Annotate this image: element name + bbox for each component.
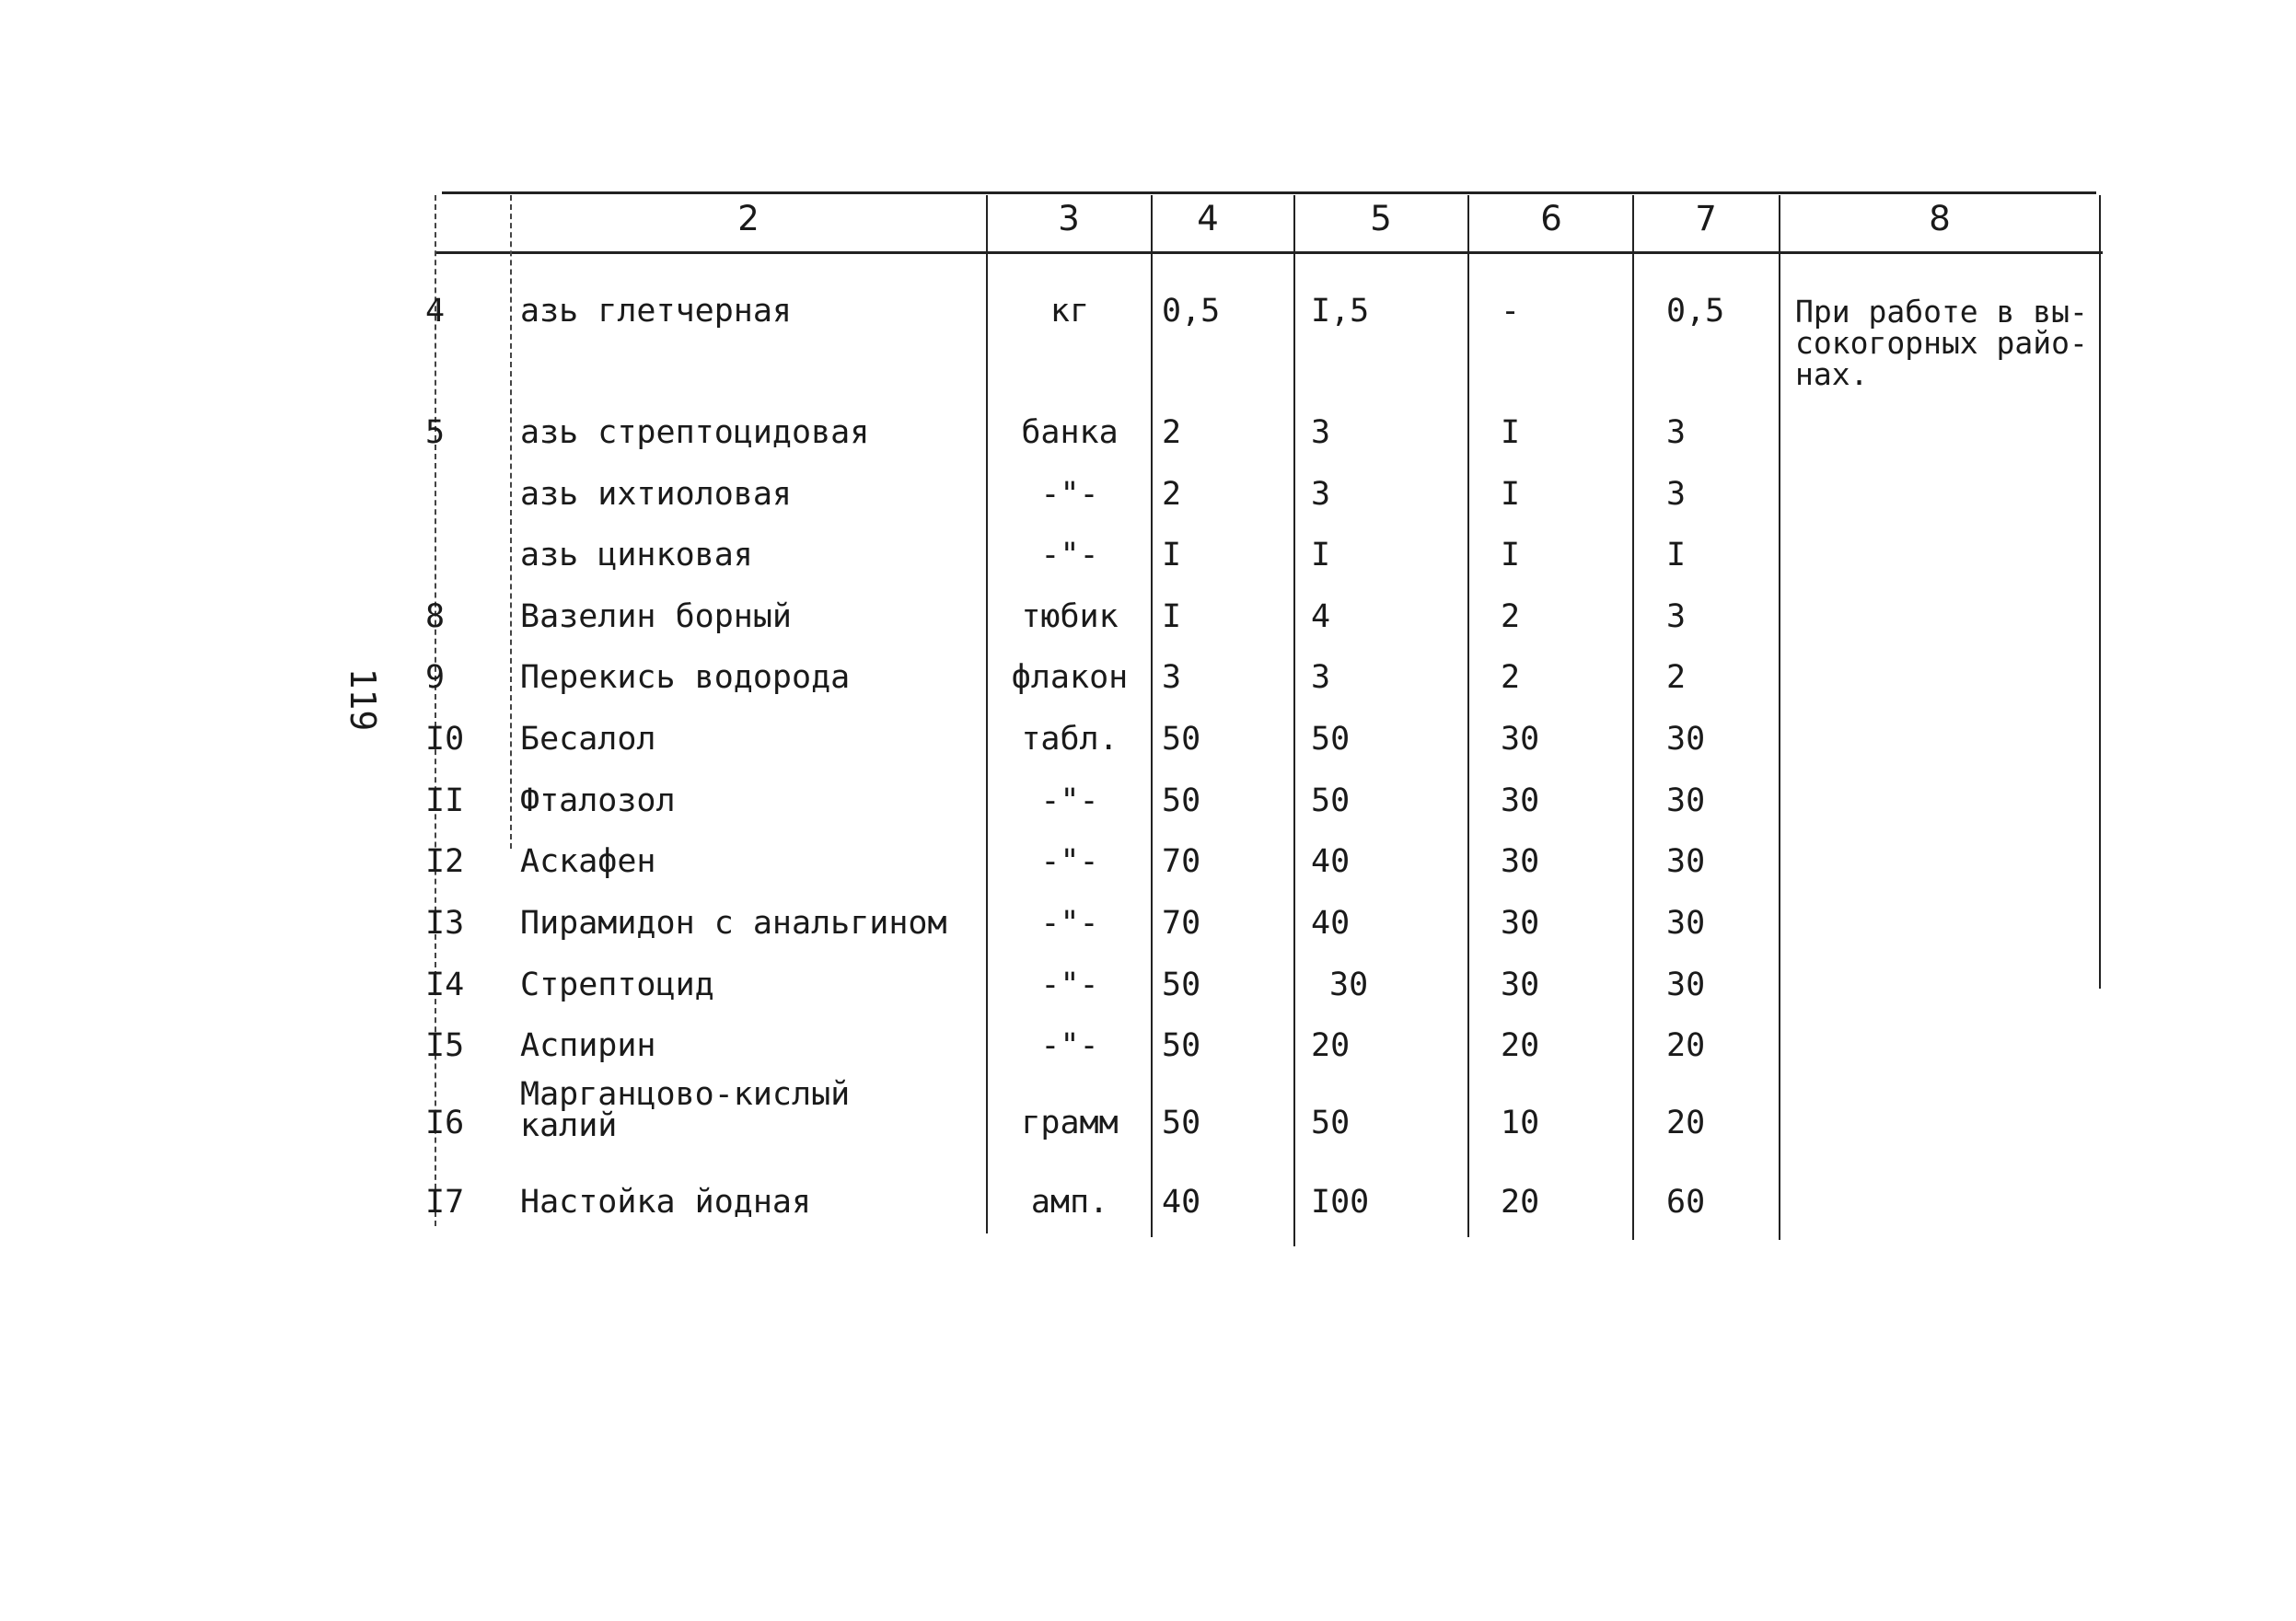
row-number: 5 — [425, 414, 446, 451]
qty-col-5: 50 — [1311, 782, 1351, 819]
item-unit: амп. — [1030, 1184, 1109, 1221]
item-name: Аскафен — [520, 843, 656, 880]
qty-col-6: I — [1501, 476, 1521, 513]
page-number: 119 — [342, 667, 383, 732]
item-name: Марганцово-кислый калий — [520, 1076, 851, 1144]
table-row — [0, 1175, 2296, 1230]
qty-col-7: 30 — [1666, 843, 1706, 880]
table-row — [0, 589, 2296, 644]
qty-col-4: 70 — [1162, 905, 1201, 942]
qty-col-6: I — [1501, 414, 1521, 451]
qty-col-7: 30 — [1666, 721, 1706, 758]
qty-col-7: 30 — [1666, 905, 1706, 942]
item-name: азь ихтиоловая — [520, 476, 793, 513]
qty-col-5: 50 — [1311, 1105, 1351, 1141]
qty-col-4: 70 — [1162, 843, 1201, 880]
qty-col-7: 60 — [1666, 1184, 1706, 1221]
qty-col-4: 50 — [1162, 782, 1201, 819]
table-row — [0, 834, 2296, 889]
row-number: I0 — [425, 721, 465, 758]
qty-col-5: 40 — [1311, 843, 1351, 880]
item-unit: -"- — [1040, 537, 1099, 573]
item-name: Перекись водорода — [520, 659, 851, 696]
row-number: I4 — [425, 967, 465, 1003]
qty-col-5: 3 — [1311, 476, 1331, 513]
item-unit: табл. — [1021, 721, 1119, 758]
item-name: азь глетчерная — [520, 293, 793, 330]
item-name: Пирамидон с анальгином — [520, 905, 947, 942]
table-row — [0, 712, 2296, 767]
qty-col-4: 2 — [1162, 476, 1182, 513]
qty-col-7: 30 — [1666, 967, 1706, 1003]
qty-col-6: 10 — [1501, 1105, 1540, 1141]
table-row — [0, 405, 2296, 460]
header-bottom-rule — [436, 251, 2103, 254]
row-number: I7 — [425, 1184, 465, 1221]
qty-col-7: 30 — [1666, 782, 1706, 819]
row-number: 8 — [425, 598, 446, 635]
table-row — [0, 1018, 2296, 1073]
item-name: Бесалол — [520, 721, 656, 758]
qty-col-6: 30 — [1501, 905, 1540, 942]
qty-col-5: 4 — [1311, 598, 1331, 635]
row-number: I2 — [425, 843, 465, 880]
qty-col-7: 3 — [1666, 598, 1687, 635]
row-number: I3 — [425, 905, 465, 942]
table-top-rule — [442, 191, 2096, 194]
qty-col-6: 2 — [1501, 659, 1521, 696]
qty-col-4: 50 — [1162, 1027, 1201, 1064]
qty-col-6: 2 — [1501, 598, 1521, 635]
qty-col-4: 50 — [1162, 967, 1201, 1003]
qty-col-5: 3 — [1311, 659, 1331, 696]
table-row — [0, 467, 2296, 522]
row-number: I5 — [425, 1027, 465, 1064]
item-name: азь стрептоцидовая — [520, 414, 870, 451]
qty-col-7: 3 — [1666, 476, 1687, 513]
qty-col-5: I00 — [1311, 1184, 1370, 1221]
item-unit: -"- — [1040, 1027, 1099, 1064]
table-row — [0, 773, 2296, 828]
qty-col-4: 0,5 — [1162, 293, 1221, 330]
qty-col-5: 30 — [1329, 967, 1369, 1003]
qty-col-6: I — [1501, 537, 1521, 573]
row-number: I6 — [425, 1105, 465, 1141]
qty-col-6: - — [1501, 293, 1521, 330]
header-col-4: 4 — [1197, 199, 1219, 238]
qty-col-6: 30 — [1501, 843, 1540, 880]
header-col-6: 6 — [1540, 199, 1562, 238]
header-col-5: 5 — [1370, 199, 1392, 238]
qty-col-5: I — [1311, 537, 1331, 573]
item-unit: банка — [1021, 414, 1119, 451]
row-number — [425, 527, 499, 583]
item-name: Стрептоцид — [520, 967, 714, 1003]
item-unit: -"- — [1040, 967, 1099, 1003]
item-unit: грамм — [1021, 1105, 1119, 1141]
row-number: 9 — [425, 659, 446, 696]
row-number: II — [425, 782, 465, 819]
qty-col-7: 3 — [1666, 414, 1687, 451]
qty-col-7: 20 — [1666, 1105, 1706, 1141]
remark-text: При работе в вы- сокогорных райо- нах. — [1795, 294, 2088, 392]
table-row — [0, 527, 2296, 583]
item-unit: флакон — [1011, 659, 1129, 696]
table-row — [0, 896, 2296, 951]
qty-col-5: 50 — [1311, 721, 1351, 758]
item-name: Фталозол — [520, 782, 676, 819]
item-unit: тюбик — [1021, 598, 1119, 635]
qty-col-7: I — [1666, 537, 1687, 573]
qty-col-6: 20 — [1501, 1184, 1540, 1221]
qty-col-4: 50 — [1162, 1105, 1201, 1141]
qty-col-7: 2 — [1666, 659, 1687, 696]
item-name: Аспирин — [520, 1027, 656, 1064]
table-row — [0, 650, 2296, 705]
header-col-7: 7 — [1695, 199, 1717, 238]
header-col-8: 8 — [1929, 199, 1951, 238]
header-col-3: 3 — [1058, 199, 1080, 238]
item-name: Вазелин борный — [520, 598, 793, 635]
qty-col-4: 40 — [1162, 1184, 1201, 1221]
table-row — [0, 957, 2296, 1013]
qty-col-6: 30 — [1501, 782, 1540, 819]
qty-col-5: 20 — [1311, 1027, 1351, 1064]
qty-col-6: 30 — [1501, 967, 1540, 1003]
item-unit: кг — [1049, 293, 1090, 330]
qty-col-4: 3 — [1162, 659, 1182, 696]
row-number — [425, 467, 499, 522]
qty-col-4: I — [1162, 537, 1182, 573]
qty-col-4: I — [1162, 598, 1182, 635]
qty-col-7: 20 — [1666, 1027, 1706, 1064]
item-name: азь цинковая — [520, 537, 753, 573]
table-row — [0, 1076, 2296, 1151]
qty-col-4: 50 — [1162, 721, 1201, 758]
row-number: 4 — [425, 293, 446, 330]
qty-col-5: 3 — [1311, 414, 1331, 451]
qty-col-6: 30 — [1501, 721, 1540, 758]
qty-col-6: 20 — [1501, 1027, 1540, 1064]
qty-col-5: 40 — [1311, 905, 1351, 942]
qty-col-7: 0,5 — [1666, 293, 1725, 330]
item-unit: -"- — [1040, 782, 1099, 819]
qty-col-5: I,5 — [1311, 293, 1370, 330]
qty-col-4: 2 — [1162, 414, 1182, 451]
header-col-2: 2 — [737, 199, 760, 238]
item-unit: -"- — [1040, 476, 1099, 513]
item-unit: -"- — [1040, 843, 1099, 880]
item-unit: -"- — [1040, 905, 1099, 942]
item-name: Настойка йодная — [520, 1184, 812, 1221]
